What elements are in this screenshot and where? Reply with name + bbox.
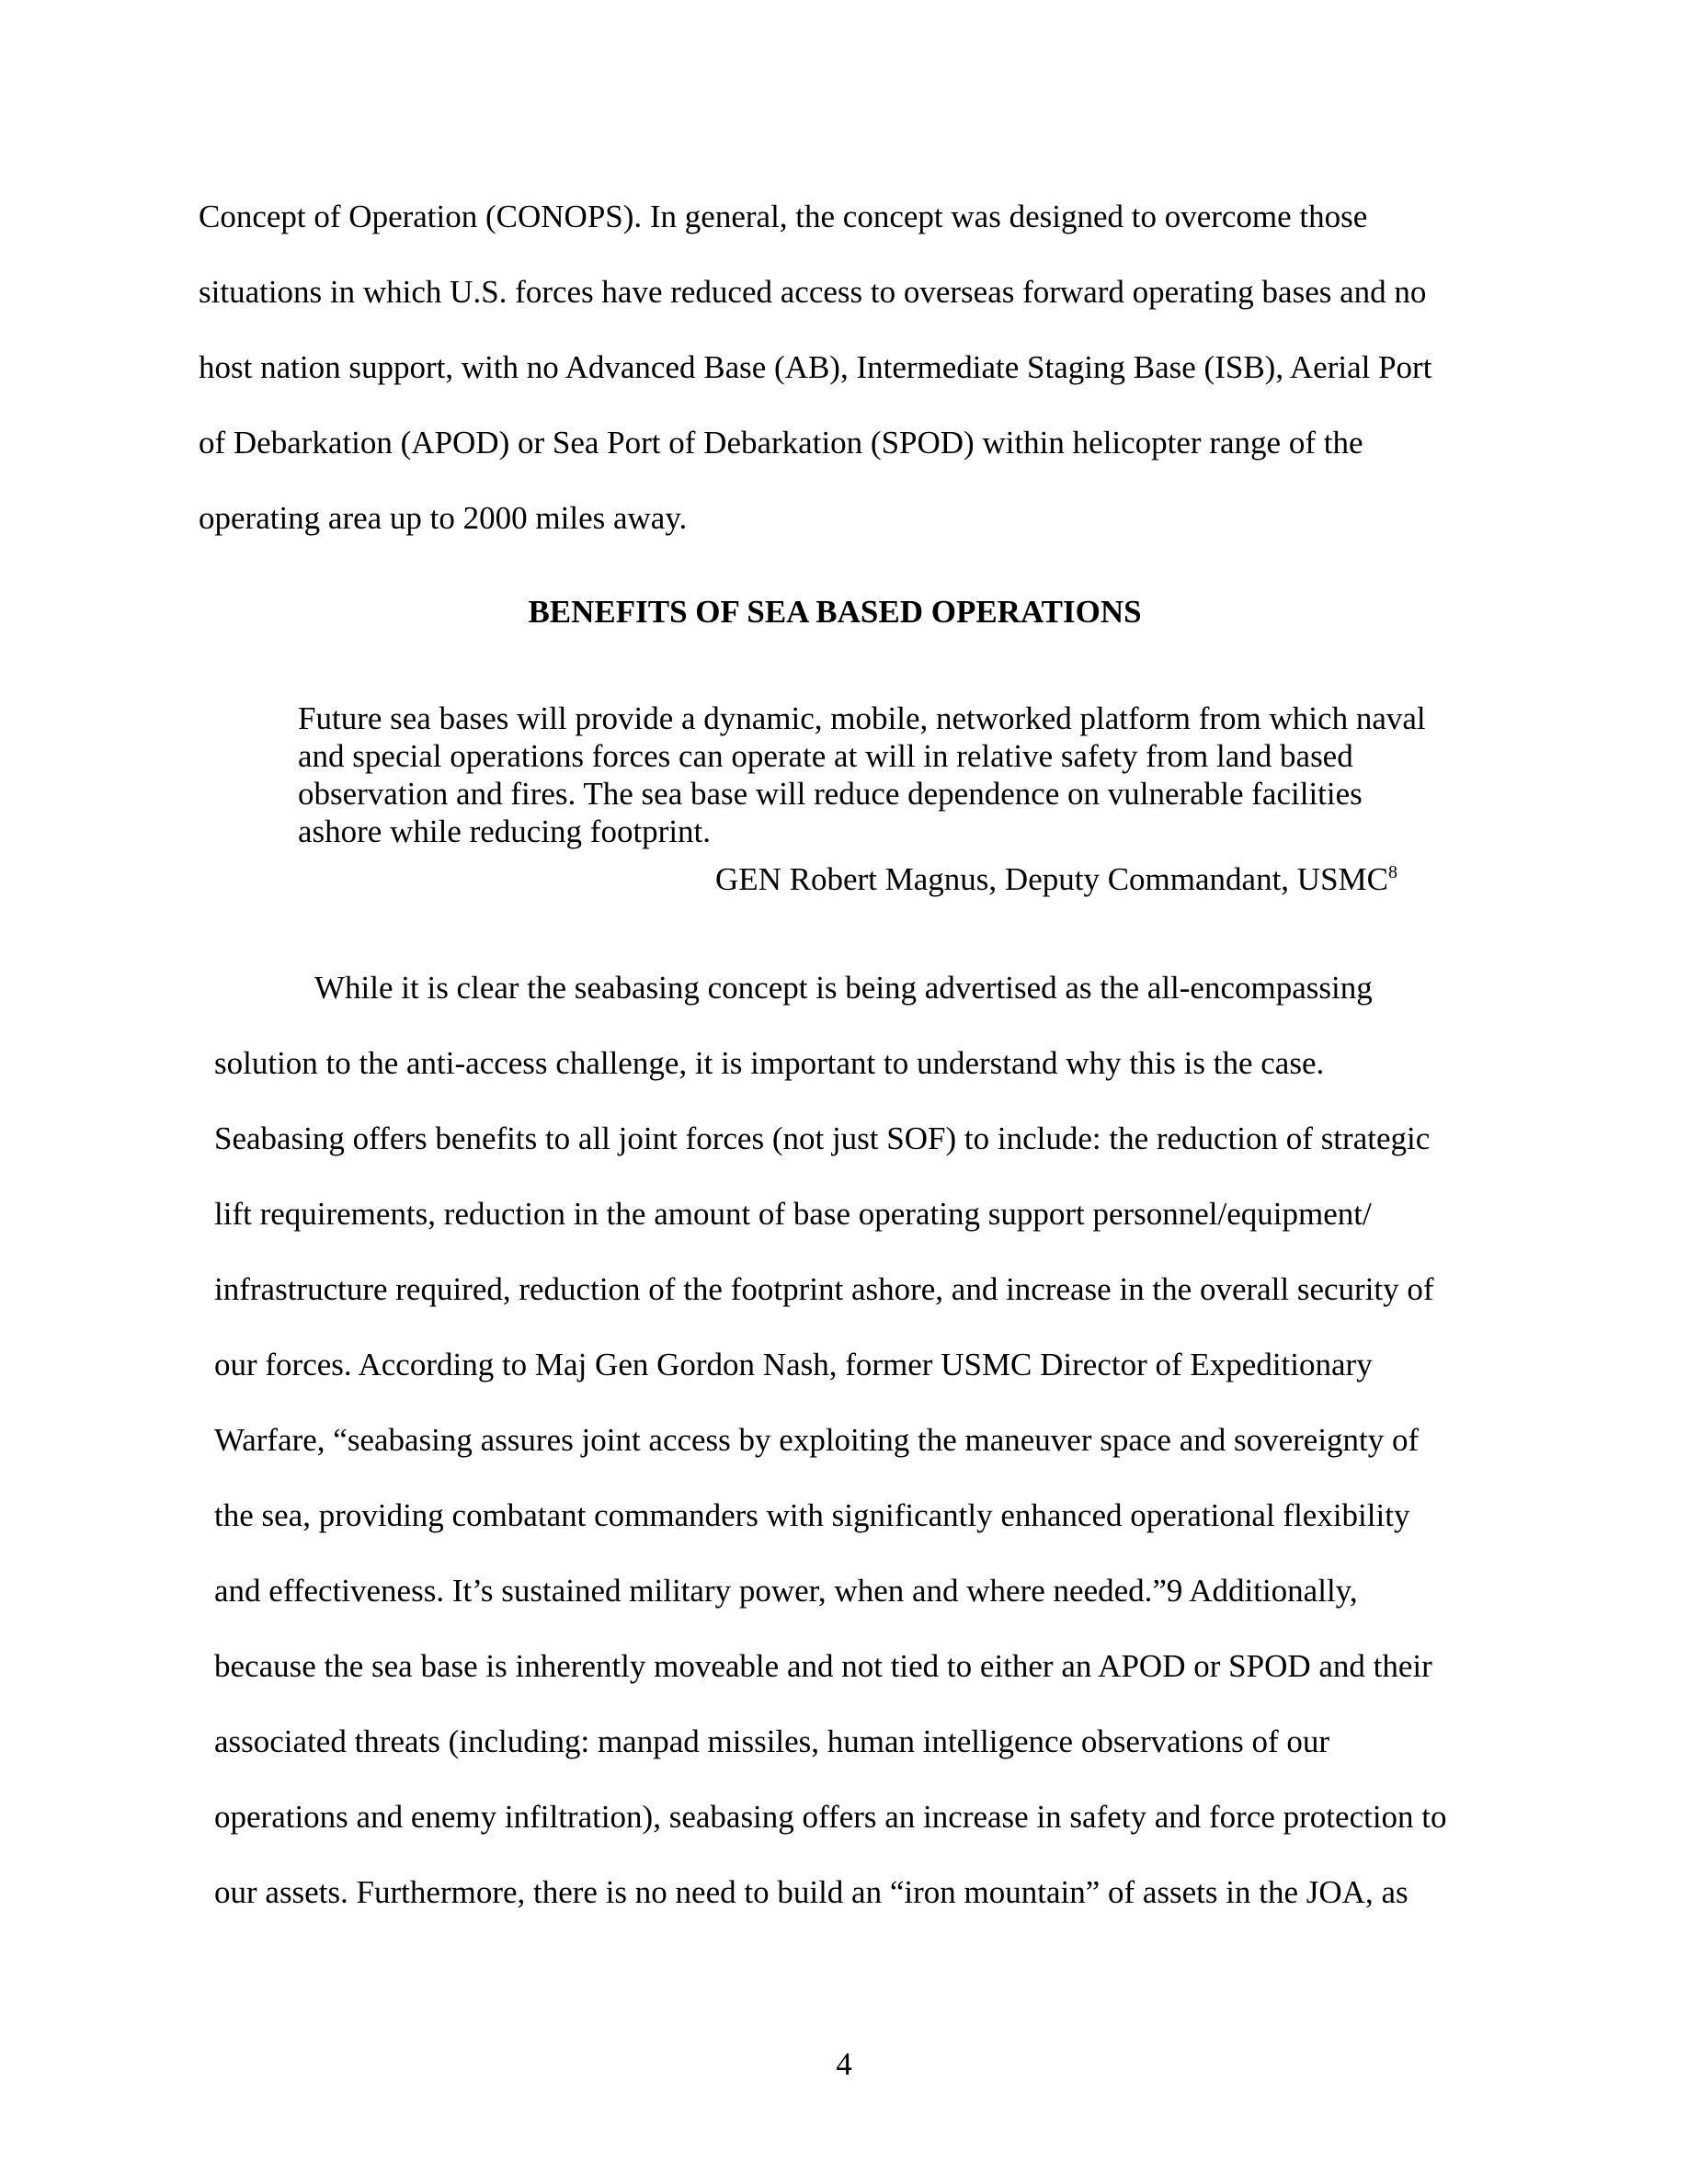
text-line: infrastructure required, reduction of the footprint ashore, and increase in the overall security of [214,1271,1434,1307]
quote-line: and special operations forces can operate at will in relative safety from land based [298,738,1353,774]
text-line: lift requirements, reduction in the amount of base operating support personnel/equipment/ [214,1196,1372,1232]
attribution-text: GEN Robert Magnus, Deputy Commandant, USMC [714,861,1388,897]
quote-attribution [715,861,1397,898]
text-line: associated threats (including: manpad missiles, human intelligence observations of our [214,1723,1330,1759]
section-heading [0,594,1688,631]
text-line: operations and enemy infiltration), seabasing offers an increase in safety and force protection to [214,1799,1447,1835]
text-line: Concept of Operation (CONOPS). In general, the concept was designed to overcome those [199,199,1368,234]
text-line: solution to the anti-access challenge, it is important to understand why this is the case. [214,1045,1325,1081]
text-line: Seabasing offers benefits to all joint forces (not just SOF) to include: the reduction of strategic [214,1120,1431,1156]
text-line: our forces. According to Maj Gen Gordon Nash, former USMC Director of Expeditionary [214,1347,1373,1382]
text-line: operating area up to 2000 miles away. [199,500,688,536]
quote-line: Future sea bases will provide a dynamic, mobile, networked platform from which naval [298,700,1426,736]
footnote-marker: 8 [1388,862,1397,882]
text-line: host nation support, with no Advanced Base (AB), Intermediate Staging Base (ISB), Aerial Port [199,349,1432,385]
text-line: of Debarkation (APOD) or Sea Port of Debarkation (SPOD) within helicopter range of the [199,425,1363,461]
quote-line: ashore while reducing footprint. [298,813,712,849]
text-line: situations in which U.S. forces have reduced access to overseas forward operating bases and no [199,274,1427,310]
text-line: While it is clear the seabasing concept is being advertised as the all-encompassing [314,970,1373,1006]
text-line: our assets. Furthermore, there is no need to build an “iron mountain” of assets in the JOA, as [214,1874,1409,1910]
page-number: 4 [836,2046,852,2082]
text-line: and effectiveness. It’s sustained military power, when and where needed.”9 Additionally, [214,1573,1358,1609]
section-heading-text: BENEFITS OF SEA BASED OPERATIONS [528,594,1142,630]
text-line: Warfare, “seabasing assures joint access by exploiting the maneuver space and sovereignty of [214,1422,1420,1458]
text-line: because the sea base is inherently moveable and not tied to either an APOD or SPOD and their [214,1648,1432,1684]
quote-line: observation and fires. The sea base will reduce dependence on vulnerable facilities [298,776,1363,812]
text-line: the sea, providing combatant commanders with significantly enhanced operational flexibility [214,1497,1410,1533]
